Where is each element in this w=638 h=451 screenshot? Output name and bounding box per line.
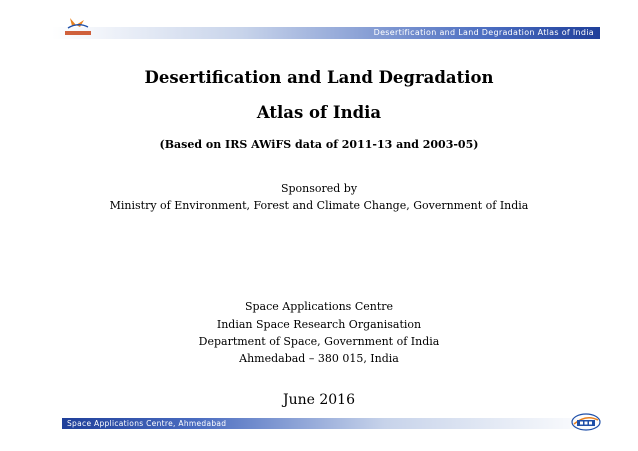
data-basis: (Based on IRS AWiFS data of 2011-13 and 2003-05) [159, 138, 479, 151]
address-line-3: Department of Space, Government of India [198, 335, 440, 348]
sponsor-name: Ministry of Environment, Forest and Climate Change, Government of India [109, 199, 529, 212]
footer-band [62, 418, 600, 429]
publication-date: June 2016 [282, 392, 355, 408]
footer-band-text: Space Applications Centre, Ahmedabad [67, 419, 227, 428]
title-line-1: Desertification and Land Degradation [144, 68, 494, 87]
header-band [52, 27, 600, 39]
sac-logo [571, 412, 601, 432]
sponsor-label: Sponsored by [280, 182, 358, 195]
header-band-text: Desertification and Land Degradation Atlas of India [373, 28, 594, 37]
title-line-2: Atlas of India [256, 103, 382, 122]
address-line-4: Ahmedabad – 380 015, India [239, 352, 399, 365]
address-line-1: Space Applications Centre [244, 300, 394, 313]
isro-logo [62, 16, 96, 38]
address-line-2: Indian Space Research Organisation [216, 318, 422, 331]
